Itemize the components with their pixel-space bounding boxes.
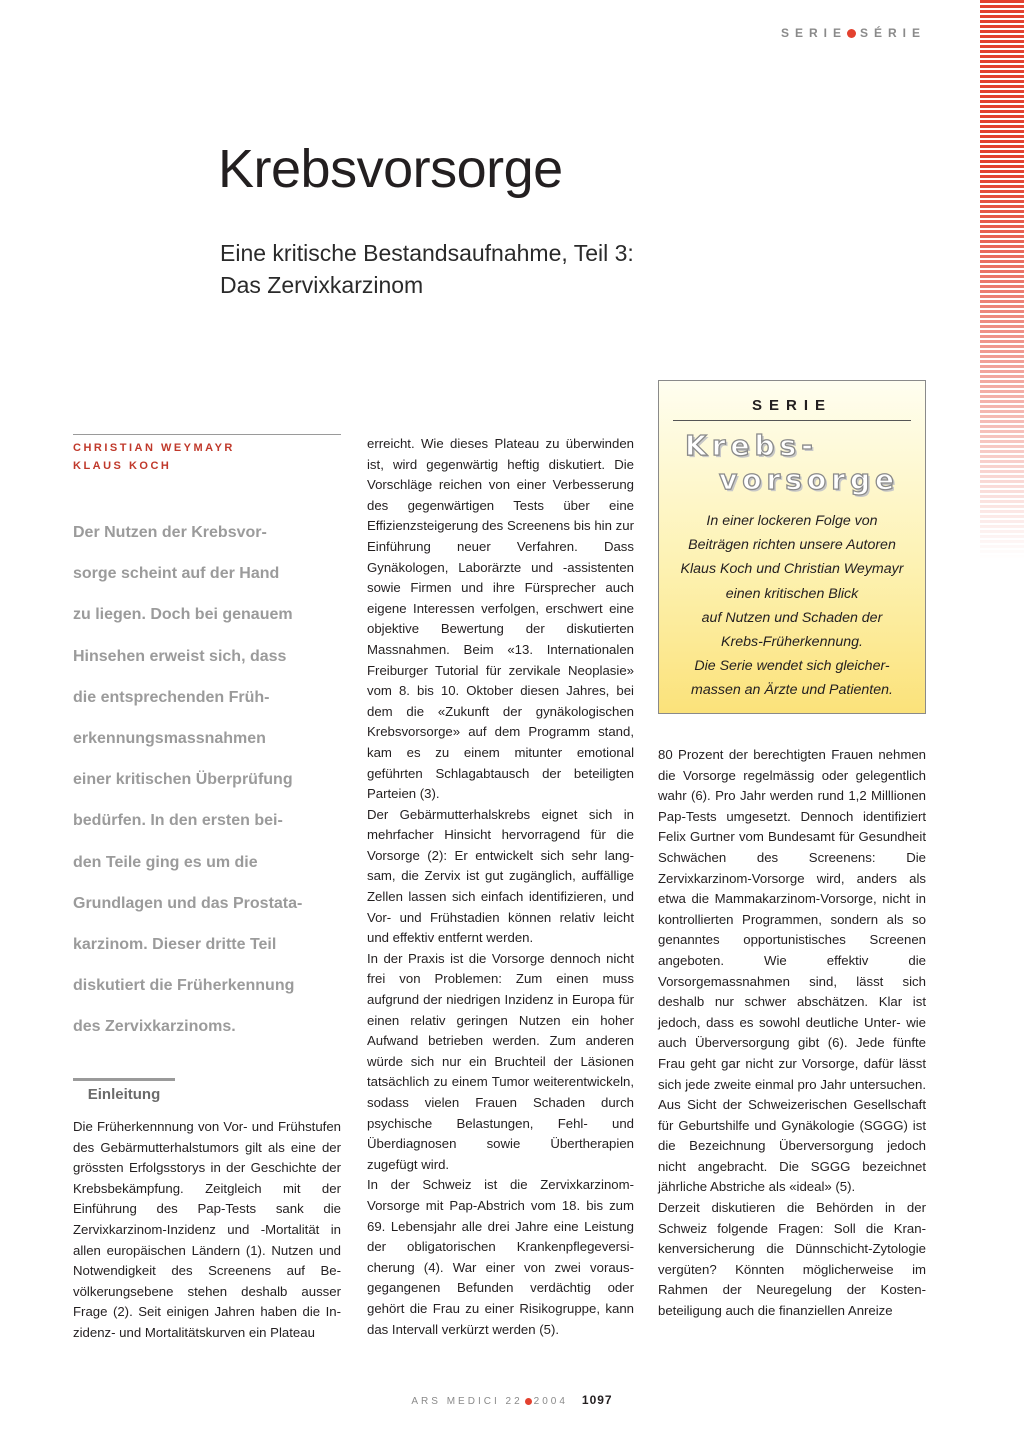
lead-line: Der Nutzen der Krebsvor- — [73, 524, 267, 541]
article-title: Krebsvorsorge — [218, 139, 563, 199]
lead-line: den Teile ging es um die — [73, 853, 258, 871]
series-logo-line: vorsorge — [719, 463, 900, 496]
article-subtitle — [220, 237, 634, 301]
red-dot-icon — [525, 1398, 532, 1405]
body-column-3 — [658, 745, 926, 1322]
decorative-stripe — [980, 0, 1024, 560]
body-paragraph: Derzeit diskutieren die Behörden in der Schweiz folgende Fragen: Soll die Krankenversicherung die Dünnschicht-Zytologie vergüten? Könnten möglicherweise im Rahmen der Neuregelung der Kostenbeteiligung auch die finanziellen Anreize — [658, 1200, 926, 1319]
series-header — [781, 26, 926, 40]
box-text-line: Klaus Koch und Christian Weymayr — [680, 561, 904, 578]
author-name: CHRISTIAN WEYMAYR — [73, 442, 235, 454]
page-footer — [0, 1393, 1024, 1407]
journal-name: ARS MEDICI 22 — [411, 1396, 523, 1407]
body-paragraph: In der Praxis ist die Vorsorge dennoch nicht frei von Problemen: Zum einen muss aufgrund der niedrigen Inzidenz in Europa für einen relativ geringen Nutzen ein hoher Aufwand betrieben werden. Zum anderen würde sich nur ein Bruchteil der Läsionen tatsächlich zu einem Tumor weiterentwickeln, sodass vielen Frauen Schaden durch psychische Belastungen, Fehl- und Überdiagnosen sowie Übertherapien zugefügt wird. — [367, 950, 634, 1172]
author-block — [73, 434, 341, 475]
red-dot-icon — [847, 29, 856, 38]
box-text-line: einen kritischen Blick — [725, 585, 859, 602]
page-number: 1097 — [581, 1393, 613, 1407]
lead-line: die entsprechenden Früh- — [73, 688, 270, 706]
lead-line: Hinsehen erweist sich, dass — [73, 647, 287, 665]
box-text-line: Beiträgen richten unsere Autoren — [688, 537, 896, 554]
body-paragraph: erreicht. Wie dieses Plateau zu überwinden ist, wird gegenwärtig heftig diskutiert. Die Vorschläge reichen von einer Verbesserung des gegenwärtigen Tests über eine Effizienzsteigerung des Screenens bis hin zur Einführung neuer Verfahren. Dass Gynäkologen, Laborärzte und -assistenten sowie Firmen und ihre Fürsprecher auch eigene Interessen verfolgen, erschwert eine objektive Bewertung der diskutierten Massnahmen. Beim «13. Internationalen Freiburger Tutorial für zervikale Neoplasie» vom 8. bis 10. Oktober diesen Jahres, bei dem die «Zukunft der gynäkologischen Krebsvorsorge» auf dem Programm stand, kam es zu einem mitunter emotional geführten Schlagabtausch der beteiligten Parteien (3). — [367, 436, 634, 802]
lead-line: Grundlagen und das Prostata- — [73, 894, 303, 912]
lead-line: karzinom. Dieser dritte Teil — [73, 936, 277, 954]
body-paragraph: Der Gebärmutterhalskrebs eignet sich in mehrfacher Hinsicht hervorragend für die Vorsorge (2): Er entwickelt sich sehr langsam, die Zervix ist gut zugänglich, auffällige Zellen lassen sich einfach identifizieren, und Vor- und Frühstadien können relativ leicht und effektiv entfernt werden. — [367, 806, 634, 946]
body-column-2 — [367, 434, 634, 1340]
box-text-line: Die Serie wendet sich gleicher- — [694, 658, 890, 675]
lead-line: zu liegen. Doch bei genauem — [73, 606, 293, 624]
box-text-line: In einer lockeren Folge von — [706, 513, 878, 529]
author-name: KLAUS KOCH — [73, 460, 172, 472]
box-divider — [673, 420, 911, 421]
box-text-line: auf Nutzen und Schaden der — [701, 609, 883, 626]
box-text-line: massen an Ärzte und Patienten. — [691, 682, 893, 699]
lead-paragraph — [73, 512, 345, 1048]
box-text-line: Krebs-Früherkennung. — [721, 634, 863, 651]
series-info-box — [658, 380, 926, 714]
series-logo-line: Krebs- — [685, 429, 818, 462]
journal-year: 2004 — [533, 1396, 568, 1407]
lead-line: erkennungsmassnahmen — [73, 730, 266, 748]
body-paragraph: Die Früherkennnung von Vor- und Frühstufen des Gebärmutterhalstumors gilt als eine der grössten Erfolgsstorys in der Geschichte der Krebsbekämpfung. Zeitgleich mit der Einführung des Pap-Tests sank die Zervixkarzinom-Inzidenz und -Mortalität in allen europäischen Ländern (1). Nutzen und Notwendigkeit des Screenens auf Bevölkerungsebene stehen deshalb ausser Frage (2). Seit einigen Jahren haben die Inzidenz- und Mortalitätskurven ein Plateau — [73, 1119, 341, 1340]
lead-line: diskutiert die Früherkennung — [73, 977, 295, 995]
body-paragraph: 80 Prozent der berechtigten Frauen nehmen die Vorsorge regelmässig oder gelegentlich wahr (6). Pro Jahr werden rund 1,2 Milllionen Pap-Tests umgesetzt. Dennoch identifiziert Felix Gurtner vom Bundesamt für Gesundheit Schwächen des Screenens: Die Zervixkarzinom-Vorsorge wird, anders als etwa die Mammakarzinom-Vorsorge, nicht in kontrollierten Programmen, sondern als so genanntes opportunistisches Screenen angeboten. Wie effektiv die Vorsorgemassnahmen sind, lässt sich deshalb nur schwer abschätzen. Klar ist jedoch, dass es sowohl deutliche Unter- wie auch Überversorgung gibt (6). Jede fünfte Frau geht gar nicht zur Vorsorge, dafür lässt sich jede zweite einmal pro Jahr untersuchen. Aus Sicht der Schweizerischen Gesellschaft für Geburtshilfe und Gynäkologie (SGGG) ist die Bezeichnung Überversorgung jedoch nicht angebracht. Die SGGG bezeichnet jährliche Abstriche als «ideal» (5). — [658, 747, 926, 1195]
lead-line: einer kritischen Überprüfung — [73, 771, 293, 789]
subtitle-line: Das Zervixkarzinom — [220, 272, 424, 298]
body-paragraph: In der Schweiz ist die Zervixkarzinom-Vorsorge mit Pap-Abstrich vom 18. bis zum 69. Lebensjahr alle drei Jahre eine Leistung der obligatorischen Krankenpflegeversicherung (4). War einer von zwei vorausgegangenen Befunden verdächtig oder gehört die Frau zu einer Risikogruppe, kann das Intervall verkürzt werden (5). — [367, 1177, 634, 1337]
box-label: SERIE — [751, 397, 832, 414]
subtitle-line: Eine kritische Bestandsaufnahme, Teil 3: — [220, 240, 634, 266]
lead-line: sorge scheint auf der Hand — [73, 565, 280, 583]
section-heading: Einleitung — [73, 1078, 175, 1103]
lead-line: des Zervixkarzinoms. — [73, 1018, 236, 1036]
series-label-fr: SÉRIE — [859, 26, 926, 40]
body-column-1 — [73, 1117, 341, 1344]
series-label-de: SERIE — [780, 26, 847, 40]
box-description — [659, 509, 925, 703]
lead-line: bedürfen. In den ersten bei- — [73, 812, 283, 830]
